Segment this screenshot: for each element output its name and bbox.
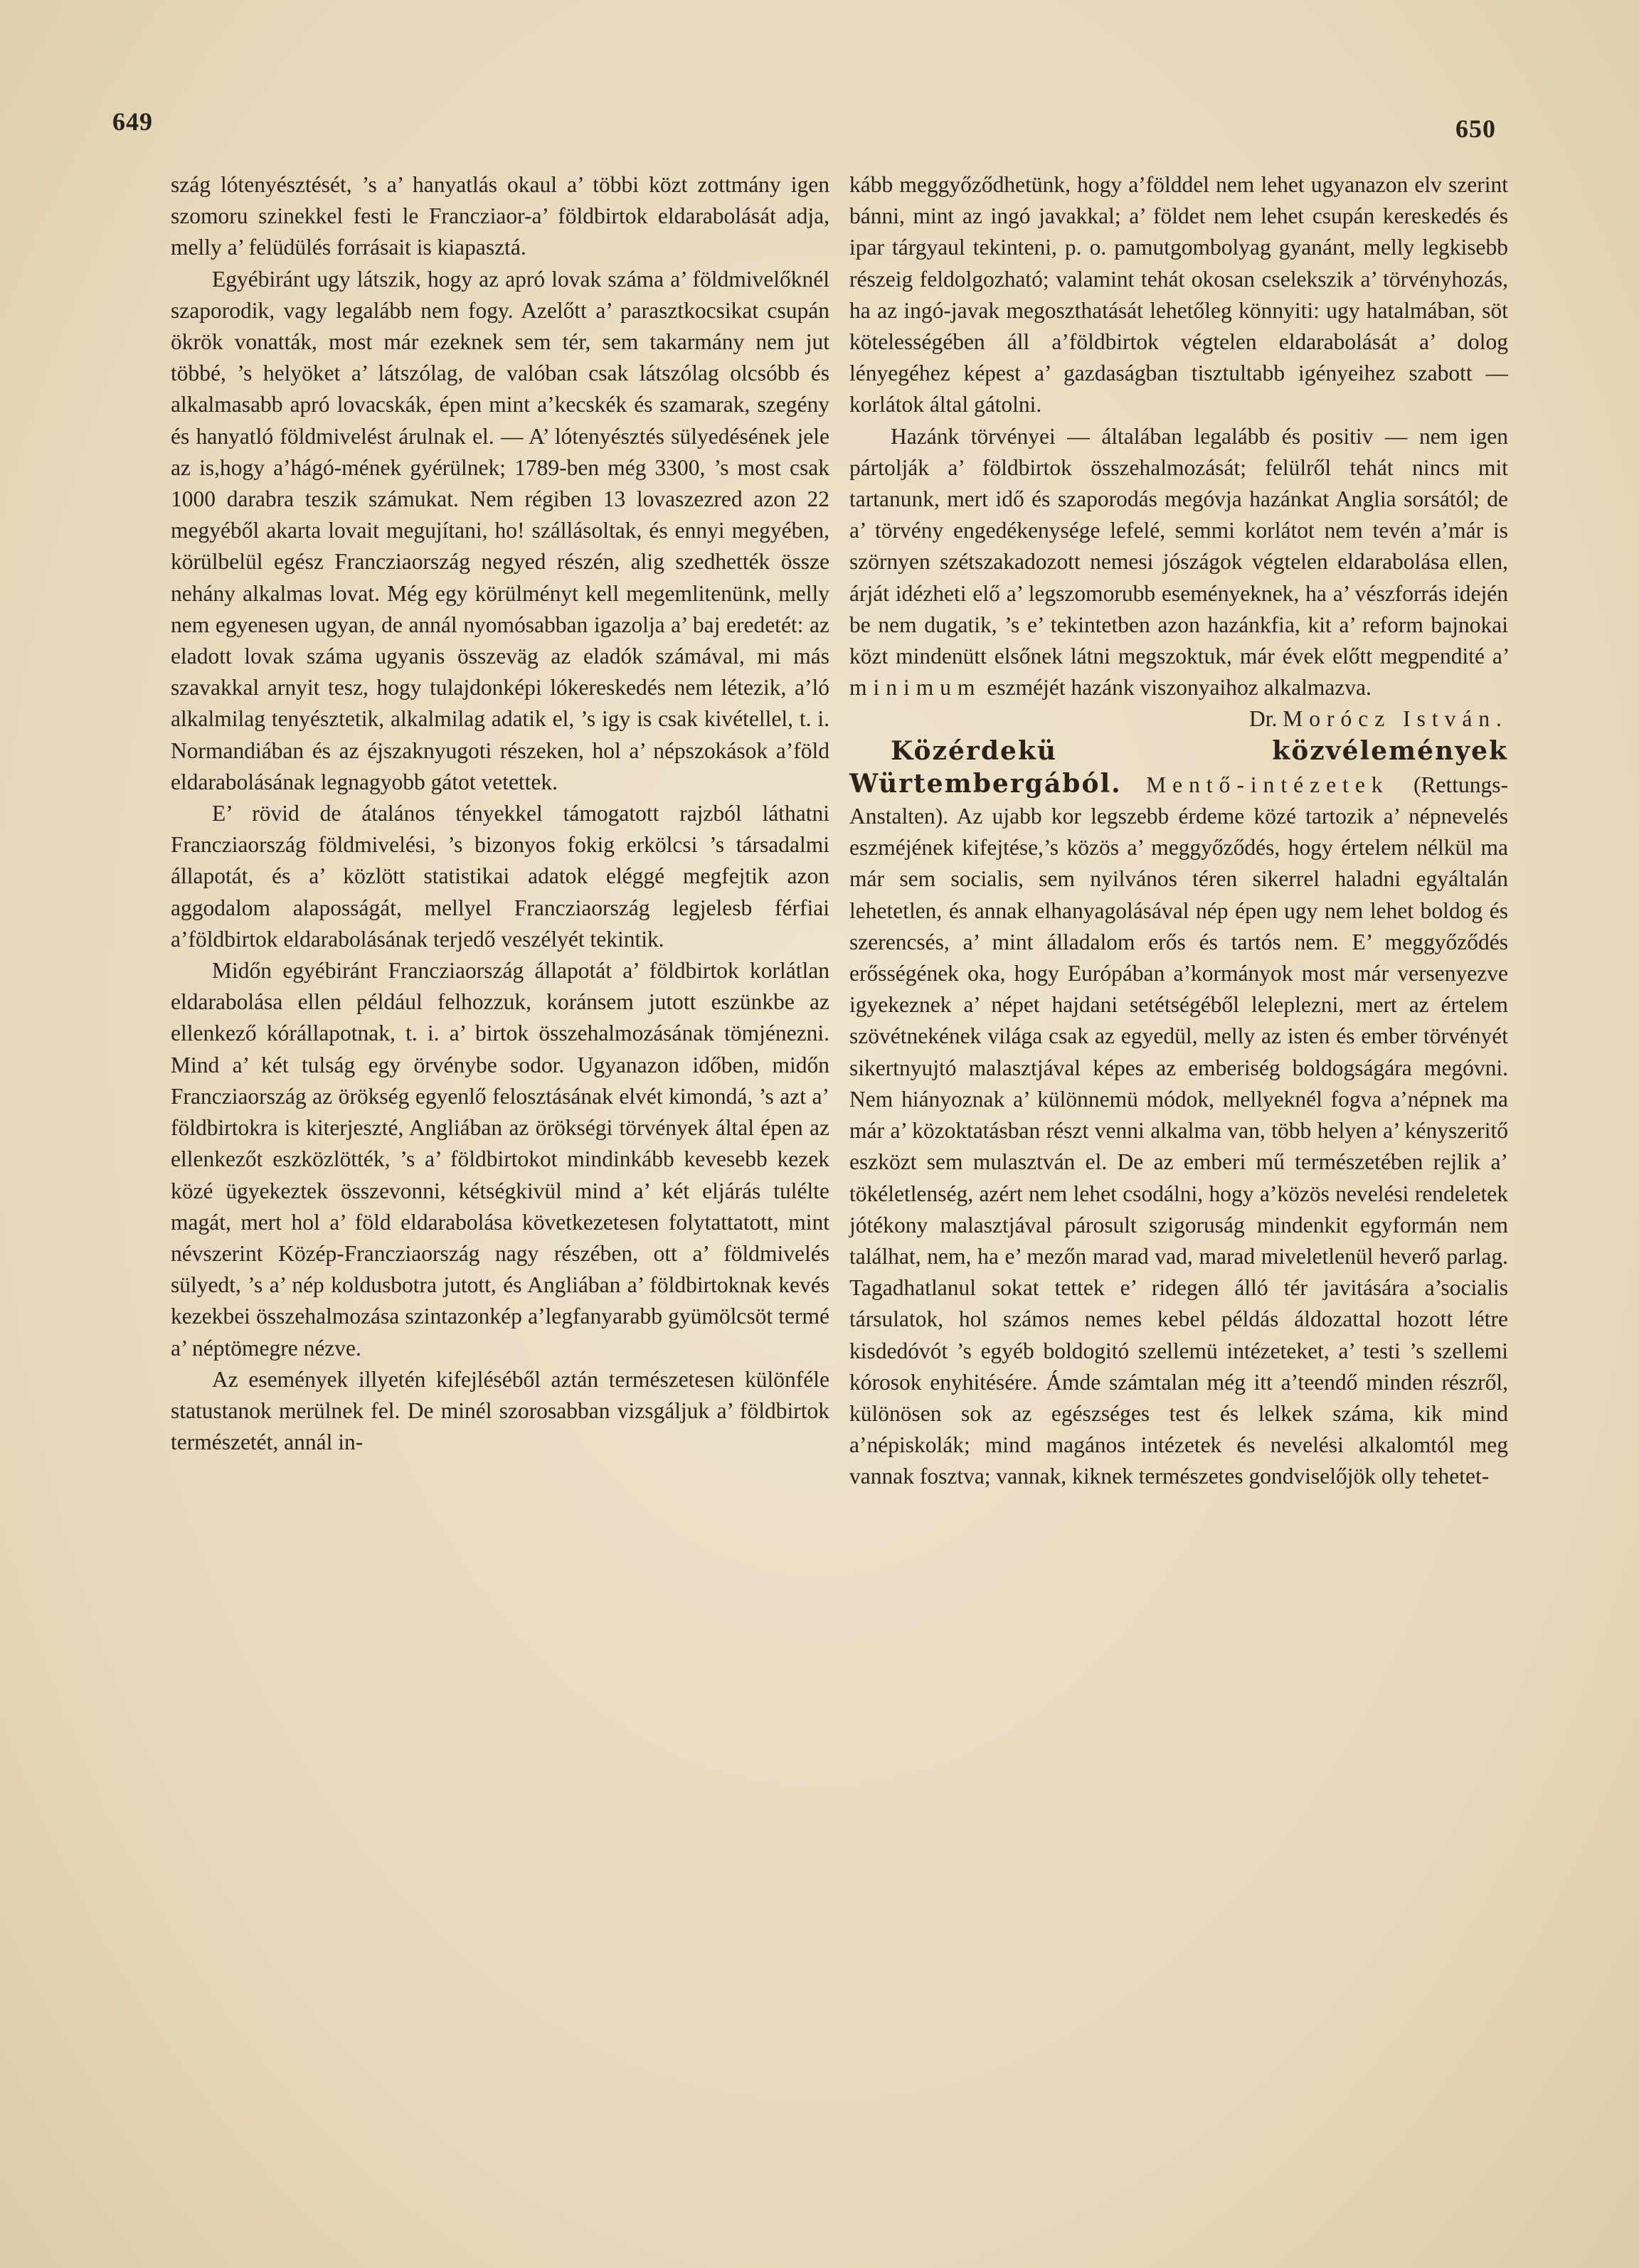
minimum-spaced-word: minimum bbox=[849, 675, 982, 701]
left-paragraph-2: Egyébiránt ugy látszik, hogy az apró lovak száma a’ földmivelőknél szaporodik, vagy legalább nem fogy. Azelőtt a’ parasztkocsikat csupán ökrök vonatták, most már ezeknek sem tér, sem takarmány nem jut többé, ’s helyöket a’ látszólag, de valóban csak látszólag olcsóbb és alkalmasabb apró lovacskák, épen mint a’kecskék és szamarak, szegény és hanyatló földmivelést árulnak el. — A’ lótenyésztés sülyedésének jele az is,hogy a’hágó-mének gyérülnek; 1789-ben még 3300, ’s most csak 1000 darabra teszik számukat. Nem régiben 13 lovaszezred azon 22 megyéből akarta lovait megujítani, ho! szállásoltak, és ennyi megyében, körülbelül egész Francziaország negyed részén, alig szedhették össze nehány alkalmas lovat. Még egy körülményt kell megemlitenünk, melly nem egyenesen ugyan, de annál nyomósabban igazolja a’ baj eredetét: az eladott lovak száma ugyanis összeväg az eladók számával, mi más szavakkal arnyit tesz, hogy tulajdonképi lókereskedés nem létezik, a’ló alkalmilag tenyésztetik, alkalmilag adatik el, ’s igy is csak kivétellel, t. i. Normandiában és az éjszaknyugoti részeken, hol a’ népszokások a’föld eldarabolásának legnagyobb gátot vetettek. bbox=[171, 266, 829, 794]
right-text-column bbox=[849, 169, 1508, 1493]
section-heading: Közérdekü közvélemények Würtembergából. bbox=[849, 735, 1508, 799]
left-text-column bbox=[171, 169, 829, 1458]
subheading-parenthetical: (Rettungs-Anstalten). bbox=[849, 772, 1509, 829]
left-paragraph-5: Az események illyetén kifejléséből aztán természetesen különféle statustanok merülnek fel. De minél szorosabban vizsgáljuk a’ földbirtok természetét, annál in- bbox=[171, 1366, 829, 1455]
left-paragraph-4: Midőn egyébiránt Francziaország állapotát a’ földbirtok korlátlan eldarabolása ellen például felhozzuk, koránsem jutott eszünkbe az ellenkező kórállapotnak, t. i. a’ birtok összehalmozásának tömjénezni. Mind a’ két tulság egy örvénybe sodor. Ugyanazon időben, midőn Francziaország az örökség egyenlő felosztásának elvét kimondá, ’s azt a’ földbirtokra is kiterjeszté, Angliában az örökségi törvények által épen az ellenkezőt eszközlötték, ’s a’ földbirtokot mindinkább kevesebb kezek közé ügyekeztek összevonni, kétségkivül mind a’ két eljárás tulélte magát, mert hol a’ föld eldarabolása következetesen folytattatott, mint névszerint Közép-Francziaország nagy részében, ott a’ földmivelés sülyedt, ’s a’ nép koldusbotra jutott, és Angliában a’ földbirtoknak kevés kezekbei összehalmozása szintazonkép a’legfanyarabb gyümölcsöt termé a’ néptömegre nézve. bbox=[171, 958, 829, 1361]
right-paragraph-2-text: Hazánk törvényei — általában legalább és positiv — nem igen pártolják a’ földbirtok összehalmozását; felülről tehát nincs mit tartanunk, mert idő és szaporodás megóvja hazánkat Anglia sorsától; de a’ törvény engedékenysége lefelé, semmi korlátot nem tevén a’már is szörnyen szétszakadozott nemesi jószágok végtelen eldarabolása ellen, árját idézheti elő a’ legszomorubb eseményeknek, ha a’ vészforrás idején be nem dugatik, ’s e’ tekintetben azon hazánkfia, kit a’ reform bajnokai közt mindenütt elsőnek látni megszoktuk, már évek előtt megpendité a’ bbox=[849, 423, 1508, 669]
right-paragraph-1: kább meggyőződhetünk, hogy a’földdel nem lehet ugyanazon elv szerint bánni, mint az ingó javakkal; a’ földet nem lehet csupán kereskedés és ipar tárgyaul tekinteni, p. o. pamutgombolyag gyanánt, melly legkisebb részeig feldolgozható; valamint tehát okosan cselekszik a’ törvényhozás, ha az ingó-javak megoszthatását lehetőleg könnyiti: ugy hatalmában, söt kötelességében áll a’földbirtok végtelen eldarabolását a’ dolog lényegéhez képest a’ gazdaságban tisztultabb igényeihez szabott — korlátok által gátolni. bbox=[849, 172, 1508, 417]
section-paragraph bbox=[849, 735, 1508, 1493]
left-paragraph-3: E’ rövid de átalános tényekkel támogatott rajzból láthatni Francziaország földmivelési, ’s bizonyos fokig erkölcsi ’s társadalmi állapotát, és a’ közlött statistikai adatok eléggé megfejtik azon aggodalom alaposságát, mellyel Francziaország legjelesb férfiai a’földbirtok eldarabolásának terjedő veszélyét tekintik. bbox=[171, 801, 829, 952]
signature-name: Morócz István. bbox=[1283, 706, 1508, 732]
signature-prefix: Dr. bbox=[1249, 706, 1278, 732]
right-paragraph-2 bbox=[849, 421, 1508, 704]
left-paragraph-1: szág lótenyésztését, ’s a’ hanyatlás okaul a’ többi közt zottmány igen szomoru szinekkel festi le Francziaor-a’ földbirtok eldarabolását adja, melly a’ felüdülés forrásait is kiapasztá. bbox=[171, 172, 829, 260]
author-signature bbox=[849, 703, 1508, 735]
subheading-spaced: Mentő-intézetek bbox=[1146, 772, 1389, 797]
right-paragraph-2-end: eszméjét hazánk viszonyaihoz alkalmazva. bbox=[987, 675, 1372, 701]
right-paragraph-3: Az ujabb kor legszebb érdeme közé tartozik a’ népnevelés eszméjének kifejtése,’s közös a’ meggyőződés, hogy értelem nélkül ma már sem socialis, sem nyilvános téren sikerrel haladni egyáltalán lehetetlen, és annak elhanyagolásával nép épen ugy nem lehet boldog és szerencsés, a’ mint álladalom erős és tartós nem. E’ meggyőződés erősségének oka, hogy Európában a’kormányok most már versenyezve igyekeznek a’ népet hajdani setétségéből leleplezni, mert az értelem szövétnekének világa csak az egyedül, melly az isten és ember törvényét sikertnyujtó malasztjával képes az emberiség boldogságára megóvni. Nem hiányoznak a’ különnemü módok, mellyeknél fogva a’népnek ma már a’ közoktatásban részt venni alkalma van, több helyen a’ kényszeritő eszközt sem mulasztván el. De az emberi mű természetében rejlik a’ tökéletlenség, azért nem lehet csodálni, hogy a’közös nevelési rendeletek jótékony malasztjával párosult szigoruság mindenkit egyformán nem találhat, nem, ha e’ mezőn marad vad, marad miveletlenül heverő parlag. Tagadhatlanul sokat tettek e’ ridegen álló tér javitására a’socialis társulatok, hol számos nemes kebel példás áldozattal hozott létre kisdedóvót ’s egyéb boldogitó szellemü intézeteket, a’ testi ’s szellemi kórosok enyhitésére. Ámde számtalan még itt a’teendő minden részről, különösen sok az egészséges test és lelkek száma, kik mind a’népiskolák; mind magános intézetek és nevelési alkalomtól meg vannak fosztva; vannak, kiknek természetes gondviselőjök olly tehetet- bbox=[849, 804, 1508, 1489]
right-page-number: 650 bbox=[1455, 115, 1496, 143]
left-page-number: 649 bbox=[112, 107, 153, 136]
